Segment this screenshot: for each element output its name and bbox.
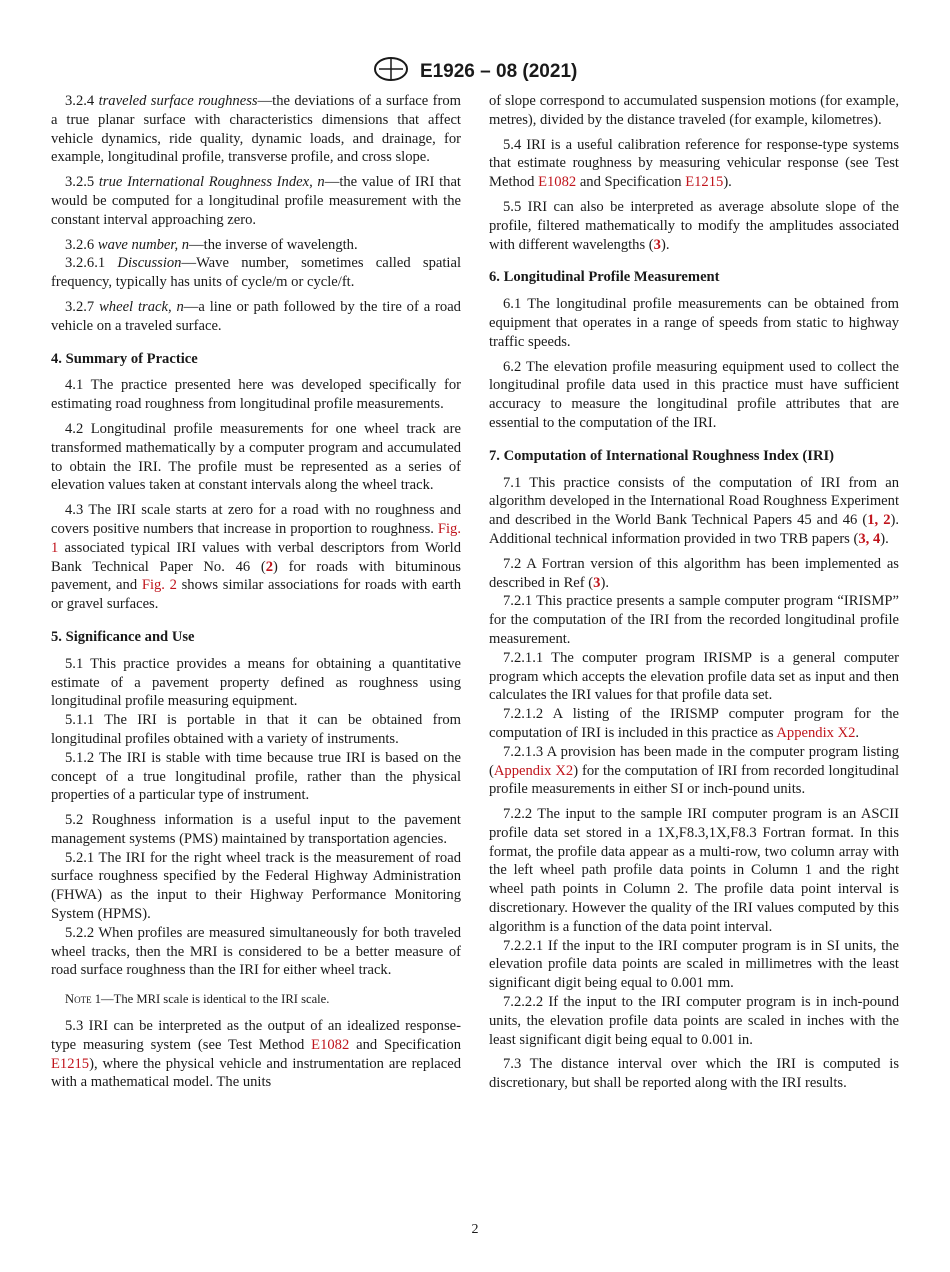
section-heading-4: 4. Summary of Practice xyxy=(51,350,198,367)
appendix-x2-link[interactable]: Appendix X2 xyxy=(493,762,574,779)
paragraph-7-2: 7.2 A Fortran version of this algorithm has been implemented as described in Ref (3). xyxy=(489,555,899,591)
paragraph-7-2-2-1: 7.2.2.1 If the input to the IRI computer program is in SI units, the elevation profile data points are scaled in millimetres with the least significant digit being equal to 0.001 mm. xyxy=(489,937,899,992)
ref-3-link[interactable]: 3 xyxy=(593,574,601,591)
definition-3-2-5: 3.2.5 true International Roughness Index, n—the value of IRI that would be computed for a longitudinal profile measurement with the constant interval approaching zero. xyxy=(51,174,461,228)
fig-2-link[interactable]: Fig. 2 xyxy=(141,577,177,594)
page-number: 2 xyxy=(471,1222,479,1237)
paragraph-5-5: 5.5 IRI can also be interpreted as average absolute slope of the profile, filtered mathematically to modify the amplitudes associated with different wavelengths (3). xyxy=(489,198,899,253)
definition-3-2-4: 3.2.4 traveled surface roughness—the deviations of a surface from a true planar surface with characteristics dimensions that affect vehicle dynamics, ride quality, dynamic loads, and drainage, for example, longitudinal profile, transverse profile, and cross slope. xyxy=(51,93,462,166)
left-column xyxy=(51,92,461,1098)
paragraph-7-2-1-3: 7.2.1.3 A provision has been made in the computer program listing (Appendix X2) for the computation of IRI from recorded longitudinal profile measurements in either SI or inch-pound units. xyxy=(489,743,899,798)
e1215-link[interactable]: E1215 xyxy=(51,1055,90,1072)
definition-3-2-6: 3.2.6 wave number, n—the inverse of wavelength. xyxy=(65,236,358,253)
paragraph-5-4: 5.4 IRI is a useful calibration reference for response-type systems that estimate roughness by measuring vehicular response (see Test Method E1082 and Specification E1215). xyxy=(489,136,899,191)
section-heading-5: 5. Significance and Use xyxy=(51,628,195,645)
paragraph-7-2-1-2: 7.2.1.2 A listing of the IRISMP computer program for the computation of IRI is included in this practice as Appendix X2. xyxy=(489,706,899,741)
section-heading-7: 7. Computation of International Roughness Index (IRI) xyxy=(489,447,835,464)
definition-3-2-6-1: 3.2.6.1 Discussion—Wave number, sometimes called spatial frequency, typically has units of cycle/m or cycle/ft. xyxy=(51,255,462,291)
paragraph-7-3: 7.3 The distance interval over which the IRI is computed is discretionary, but shall be reported along with the IRI results. xyxy=(489,1056,899,1092)
document-designation: E1926 – 08 (2021) xyxy=(419,61,578,82)
paragraph-5-2: 5.2 Roughness information is a useful input to the pavement management systems (PMS) maintained by transportation agencies. xyxy=(51,812,461,847)
page-header xyxy=(0,56,950,88)
paragraph-5-3-continued: of slope correspond to accumulated suspension motions (for example, metres), divided by the distance traveled (for example, kilometres). xyxy=(489,93,899,128)
fig-1-link[interactable]: Fig. 1 xyxy=(51,520,461,556)
note-1: Note 1—The MRI scale is identical to the IRI scale. xyxy=(65,992,330,1007)
paragraph-4-2: 4.2 Longitudinal profile measurements for one wheel track are transformed mathematically by a computer program and accumulated to obtain the IRI. The profile must be represented as a series of elevation values taken at constant intervals along the wheel track. xyxy=(51,420,461,494)
paragraph-4-3: 4.3 The IRI scale starts at zero for a road with no roughness and covers positive numbers that increase in proportion to roughness. Fig. 1 associated typical IRI values with verbal descriptors from World Bank Technical Paper No. 46 (2) for roads with bituminous pavement, and Fig. 2 shows similar associations for roads with earth or gravel surfaces. xyxy=(51,502,461,613)
paragraph-7-2-2-2: 7.2.2.2 If the input to the IRI computer program is in inch-pound units, the elevation profile data points are scaled in inches with the least significant digit being equal to 0.001 in. xyxy=(489,994,899,1048)
paragraph-5-1: 5.1 This practice provides a means for obtaining a quantitative estimate of a pavement property defined as roughness using longitudinal profile measuring equipment. xyxy=(51,655,461,710)
e1082-link[interactable]: E1082 xyxy=(538,174,577,191)
appendix-x2-link[interactable]: Appendix X2 xyxy=(776,724,856,741)
ref-3-link[interactable]: 3 xyxy=(653,236,661,253)
paragraph-7-2-1: 7.2.1 This practice presents a sample computer program “IRISMP” for the computation of the IRI from the recorded longitudinal profile measurement. xyxy=(489,593,899,647)
paragraph-5-1-2: 5.1.2 The IRI is stable with time because true IRI is based on the concept of a true longitudinal profile, rather than the physical properties of a particular type of instrument. xyxy=(51,749,461,804)
definition-3-2-7: 3.2.7 wheel track, n—a line or path followed by the tire of a road vehicle on a traveled surface. xyxy=(51,298,461,334)
e1082-link[interactable]: E1082 xyxy=(311,1036,350,1053)
paragraph-6-2: 6.2 The elevation profile measuring equipment used to collect the longitudinal profile data used in this practice must have sufficient accuracy to measure the longitudinal profile attributes that are essential to the computation of the IRI. xyxy=(489,358,899,431)
paragraph-7-2-1-1: 7.2.1.1 The computer program IRISMP is a general computer program which accepts the elevation profile data set as input and then calculates the IRI values for that profile data set. xyxy=(489,649,899,704)
ref-1-2-link[interactable]: 1, 2 xyxy=(867,512,891,529)
paragraph-7-1: 7.1 This practice consists of the computation of IRI from an algorithm developed in the International Road Roughness Experiment and described in the World Bank Technical Papers 45 and 46 (1, 2). Additional technical information provided in two TRB papers (3, 4). xyxy=(489,474,900,547)
paragraph-6-1: 6.1 The longitudinal profile measurements can be obtained from equipment that operates in a range of speeds from static to highway traffic speeds. xyxy=(489,296,899,350)
ref-3-4-link[interactable]: 3, 4 xyxy=(858,530,881,547)
paragraph-5-2-1: 5.2.1 The IRI for the right wheel track is the measurement of road surface roughness specified by the Federal Highway Administration (FHWA) as the input to their Highway Performance Monitoring System (HPMS). xyxy=(51,849,461,923)
paragraph-5-1-1: 5.1.1 The IRI is portable in that it can be obtained from longitudinal profiles obtained with a variety of instruments. xyxy=(51,712,461,747)
astm-logo-icon xyxy=(373,56,409,88)
paragraph-5-2-2: 5.2.2 When profiles are measured simultaneously for both traveled wheel tracks, then the MRI is considered to be a better measure of road surface roughness than the IRI for either wheel track. xyxy=(51,924,461,979)
paragraph-4-1: 4.1 The practice presented here was developed specifically for estimating road roughness from longitudinal profile measurements. xyxy=(51,377,461,413)
paragraph-7-2-2: 7.2.2 The input to the sample IRI computer program is an ASCII profile data set stored in a 1X,F8.3,1X,F8.3 Fortran format. In this format, the profile data appear as a multi-row, two column array with the left wheel path profile data points in Column 1 and the right wheel path points in Column 2. The profile data point interval is discretionary. However the quality of the IRI values computed by this algorithm is a function of the data point interval. xyxy=(489,806,899,935)
ref-2-link[interactable]: 2 xyxy=(265,558,274,575)
section-heading-6: 6. Longitudinal Profile Measurement xyxy=(489,269,720,286)
paragraph-5-3: 5.3 IRI can be interpreted as the output of an idealized response-type measuring system (see Test Method E1082 and Specification E1215), where the physical vehicle and instrumentation are replaced with a mathematical model. The units xyxy=(51,1018,461,1091)
right-column xyxy=(489,92,899,1099)
e1215-link[interactable]: E1215 xyxy=(685,174,724,191)
